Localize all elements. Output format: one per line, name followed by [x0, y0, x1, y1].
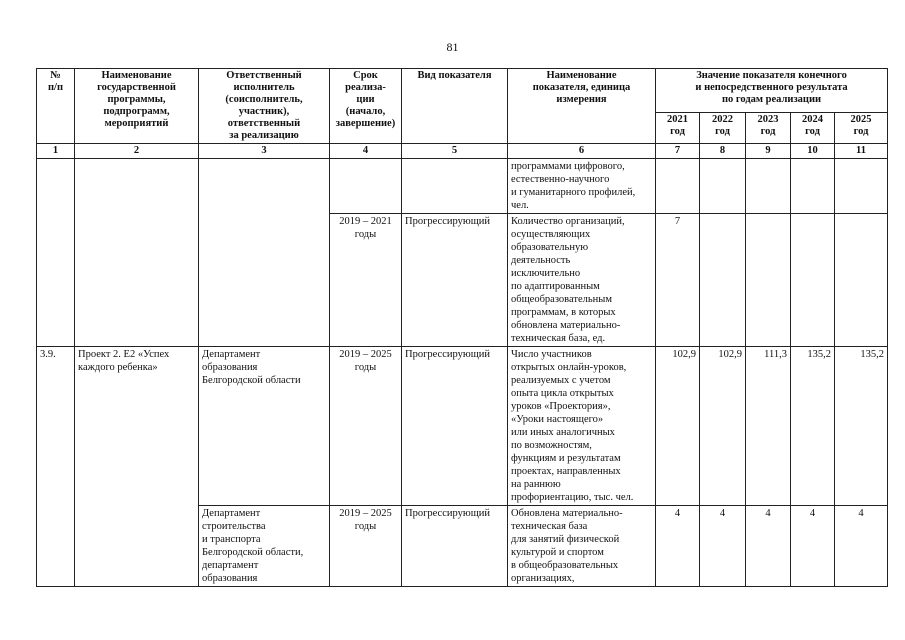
cell-value: 135,2: [791, 347, 835, 506]
cell-executor: Департамент образования Белгородской области: [199, 347, 330, 506]
cell-value: [656, 159, 700, 214]
header-term: Срок реализа- ции (начало, завершение): [330, 69, 402, 144]
cell-term: 2019 – 2021 годы: [330, 214, 402, 347]
column-number: 3: [199, 144, 330, 159]
cell-indicator-type: Прогрессирующий: [402, 506, 508, 587]
table-row: [37, 347, 888, 506]
cell-value: 4: [700, 506, 746, 587]
cell-number: 3.9.: [37, 347, 75, 587]
cell-executor: Департамент строительства и транспорта Белгородской области, департамент образования: [199, 506, 330, 587]
cell-value: [791, 214, 835, 347]
column-number: 6: [508, 144, 656, 159]
header-indicator-name: Наименование показателя, единица измерения: [508, 69, 656, 144]
column-number: 11: [835, 144, 888, 159]
cell-value: [791, 159, 835, 214]
cell-indicator-type: Прогрессирующий: [402, 214, 508, 347]
cell-program: Проект 2. Е2 «Успех каждого ребенка»: [75, 347, 199, 587]
cell-value: 102,9: [656, 347, 700, 506]
cell-value: 4: [791, 506, 835, 587]
header-year: 2023 год: [746, 113, 791, 144]
header-executor: Ответственный исполнитель (соисполнитель, участник), ответственный за реализацию: [199, 69, 330, 144]
cell-number: [37, 159, 75, 347]
column-number: 5: [402, 144, 508, 159]
cell-value: 102,9: [700, 347, 746, 506]
column-number: 4: [330, 144, 402, 159]
column-number: 2: [75, 144, 199, 159]
cell-value: [746, 159, 791, 214]
page-number: 81: [446, 40, 459, 54]
header-number: № п/п: [37, 69, 75, 144]
cell-value: 4: [656, 506, 700, 587]
cell-value: 4: [835, 506, 888, 587]
column-number: 1: [37, 144, 75, 159]
column-number: 10: [791, 144, 835, 159]
cell-value: 111,3: [746, 347, 791, 506]
header-year: 2021 год: [656, 113, 700, 144]
cell-value: [700, 159, 746, 214]
cell-program: [75, 159, 199, 347]
cell-value: 135,2: [835, 347, 888, 506]
cell-term: 2019 – 2025 годы: [330, 347, 402, 506]
cell-value: [700, 214, 746, 347]
cell-executor: [199, 159, 330, 347]
column-number: 7: [656, 144, 700, 159]
cell-indicator-type: [402, 159, 508, 214]
column-number: 8: [700, 144, 746, 159]
cell-value: 4: [746, 506, 791, 587]
cell-value: 7: [656, 214, 700, 347]
header-year: 2022 год: [700, 113, 746, 144]
table-row: [37, 159, 888, 214]
header-year: 2025 год: [835, 113, 888, 144]
header-program: Наименование государственной программы, подпрограмм, мероприятий: [75, 69, 199, 144]
cell-value: [746, 214, 791, 347]
cell-indicator-name: Количество организаций, осуществляющих образовательную деятельность исключительно по адаптированным общеобразовательным программам, в которых обновлена материально- техническая база, ед.: [508, 214, 656, 347]
header-row-1: [37, 69, 888, 113]
header-year: 2024 год: [791, 113, 835, 144]
column-number: 9: [746, 144, 791, 159]
indicators-table: [36, 68, 888, 587]
cell-value: [835, 159, 888, 214]
header-indicator-type: Вид показателя: [402, 69, 508, 144]
cell-indicator-type: Прогрессирующий: [402, 347, 508, 506]
cell-term: [330, 159, 402, 214]
column-numbers-row: [37, 144, 888, 159]
cell-indicator-name: Обновлена материально- техническая база для занятий физической культурой и спортом в общеобразовательных организациях,: [508, 506, 656, 587]
cell-value: [835, 214, 888, 347]
cell-term: 2019 – 2025 годы: [330, 506, 402, 587]
cell-indicator-name: Число участников открытых онлайн-уроков, реализуемых с учетом опыта цикла открытых уроков «Проектория», «Уроки настоящего» или иных аналогичных по возможностям, функциям и результатам проектах, направленных на раннюю профориентацию, тыс. чел.: [508, 347, 656, 506]
header-values-group: Значение показателя конечного и непосредственного результата по годам реализации: [656, 69, 888, 113]
cell-indicator-name: программами цифрового, естественно-научного и гуманитарного профилей, чел.: [508, 159, 656, 214]
